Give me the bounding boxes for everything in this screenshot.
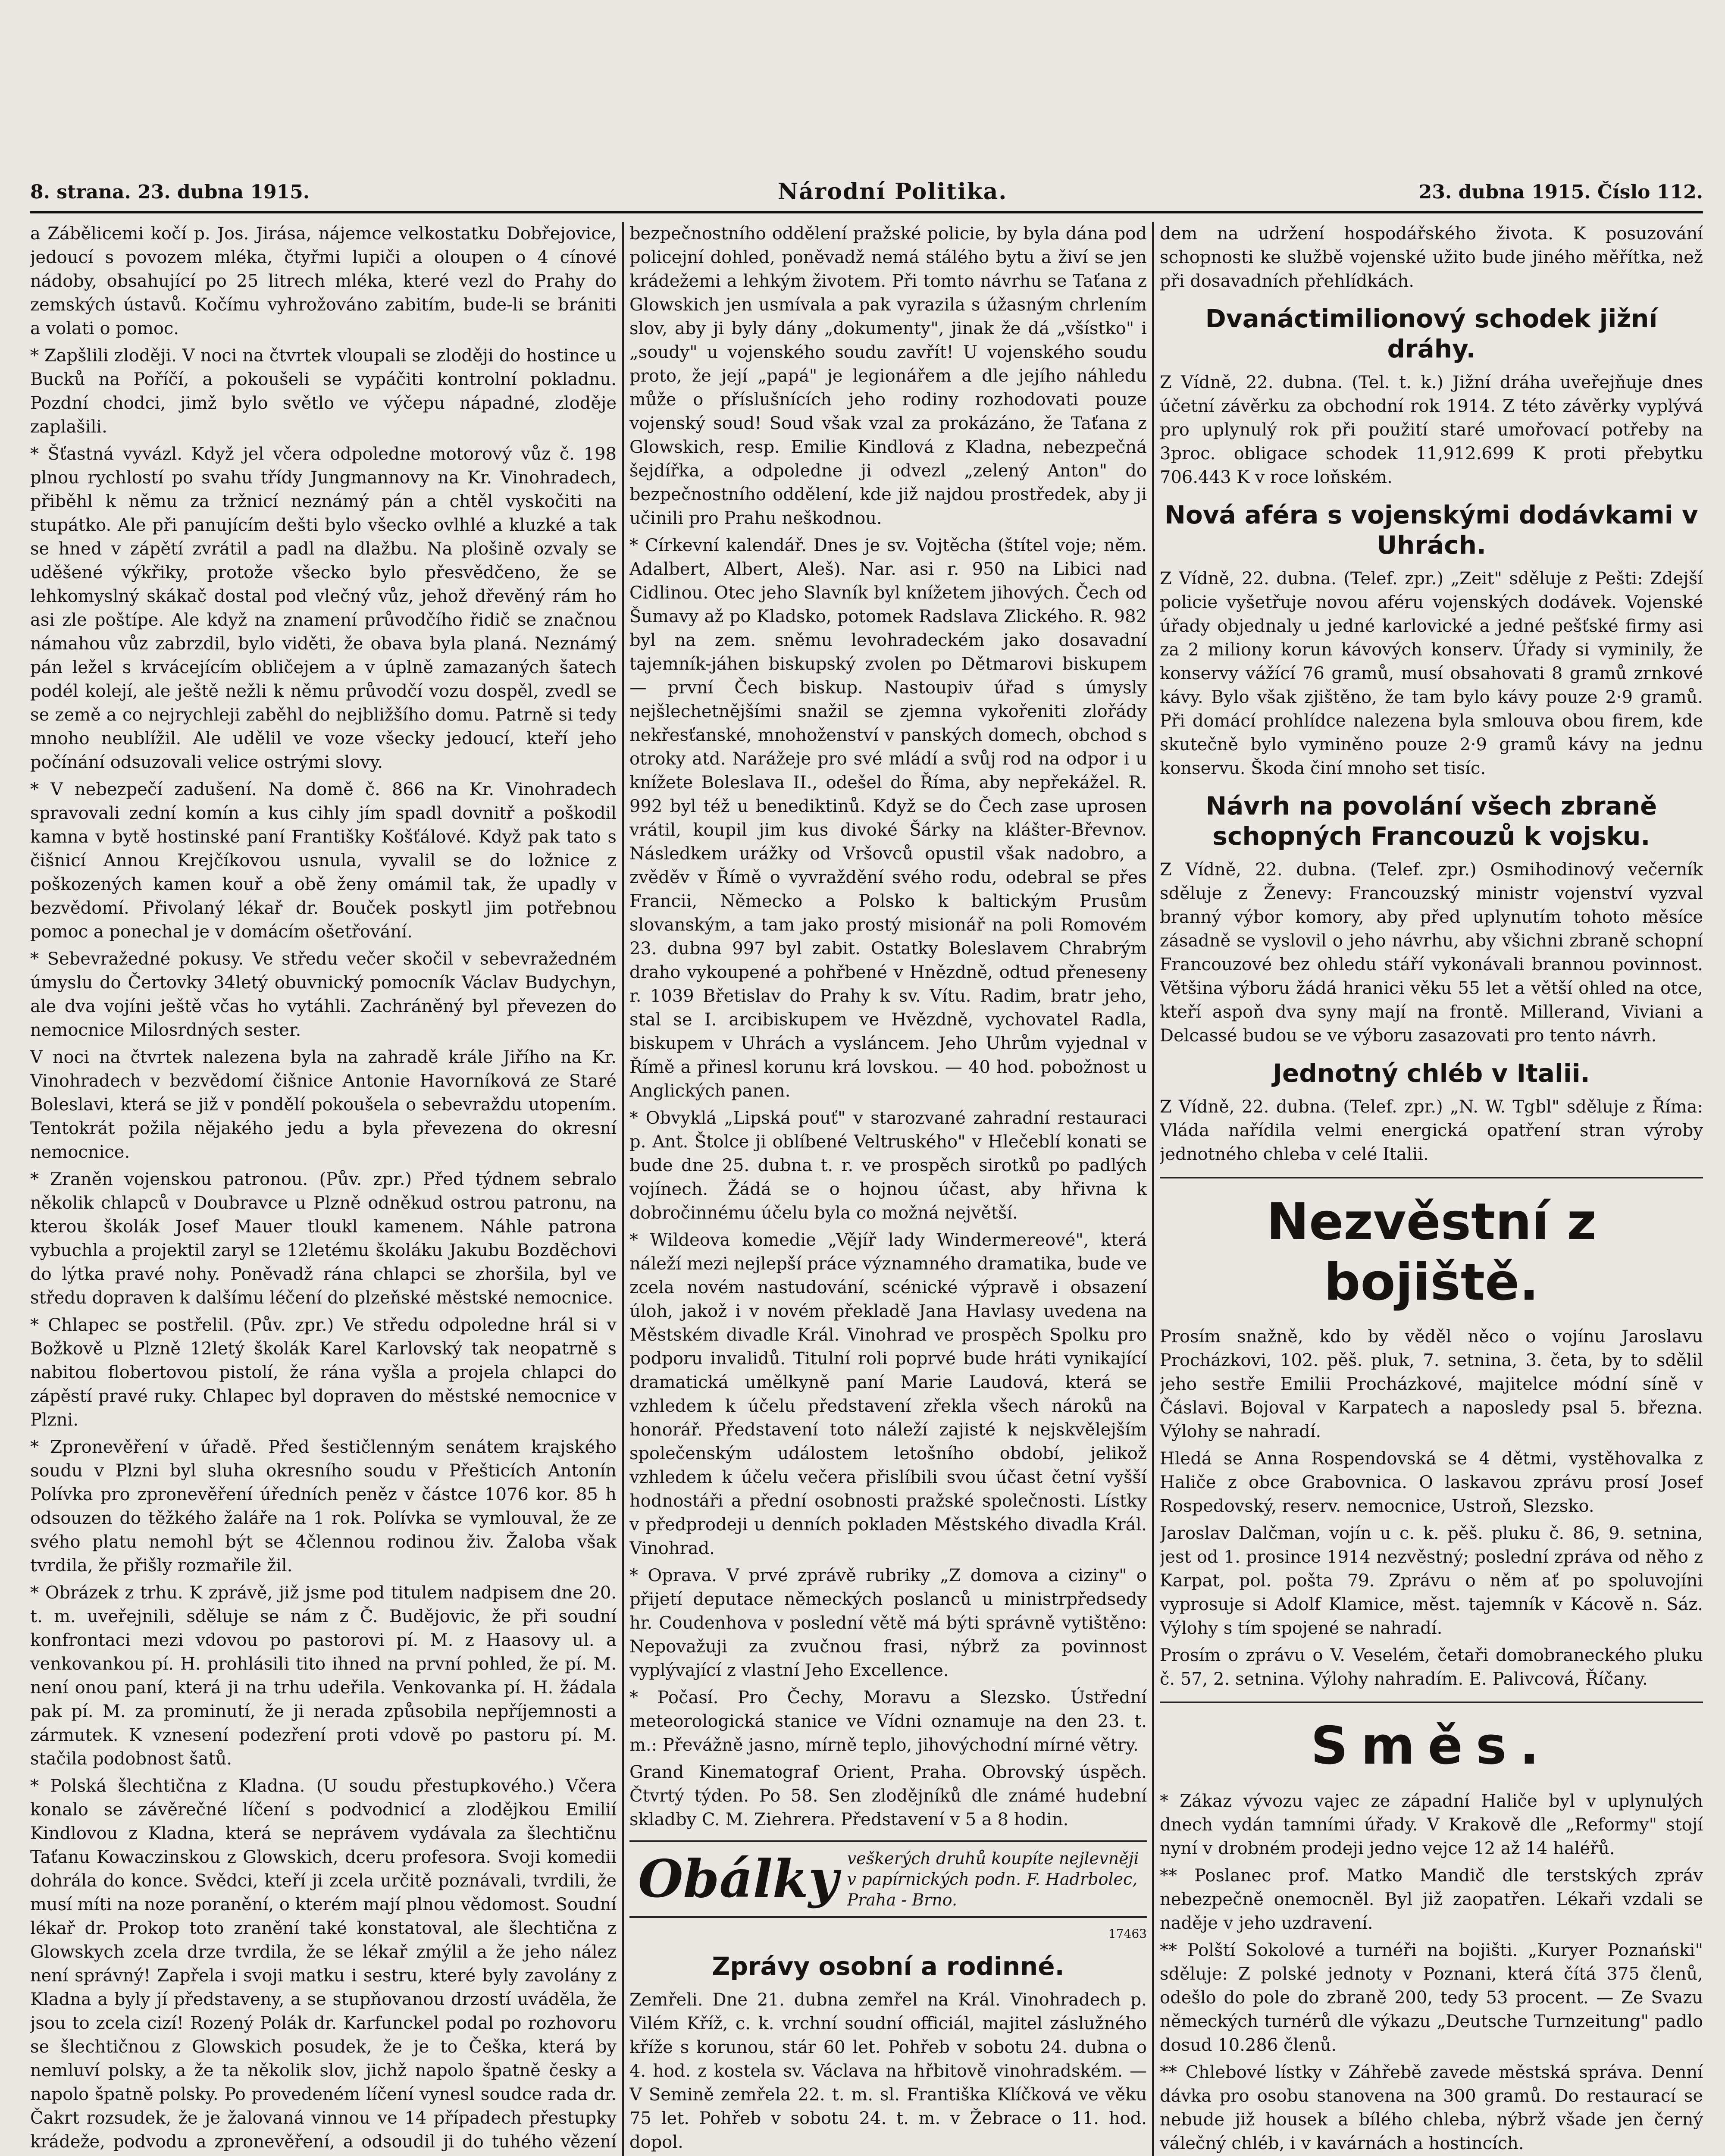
article-pocasi: * Počasí. Pro Čechy, Moravu a Slezsko. Ústřední meteorologická stanice ve Vídni oznamuje na den 23. t. m.: Převážně jasno, mírně teplo, jihovýchodní mírné větry. <box>629 1688 1147 1755</box>
headline-dvanact: Dvanáctimilionový schodek jižní dráhy. <box>1205 304 1658 364</box>
article-paragraph: bezpečnostního oddělení pražské policie, by byla dána pod policejní dohled, poněvadž nemá stálého bytu a živí se jen krádežemi a lehkým životem. Při tomto návrhu se Taťana z Glowskich jen usmívala a pak vyrazila s úžasným chrlením slov, aby ji byly dány „dokumenty", jinak že dá „všístko" i „soudy" u vojenského soudu zavřít! U vojenského soudu proto, že její „papá" je legionářem a dle jejího náhledu může o příslušnících jeho rodiny rozhodovati pouze vojenský soud! Soud však vzal za prokázáno, že Taťana z Glowskich, resp. Emilie Kindlová z Kladna, nebezpečná šejdířka, a odpoledne ji odvezl „zelený Anton" do bezpečnostního oddělení, kde již najdou prostředek, aby ji učinili pro Prahu neškodnou. <box>629 224 1147 528</box>
article-slechticna: * Polská šlechtična z Kladna. (U soudu přestupkového.) Včera konalo se závěrečné líčení s podvodnicí a zlodějkou Emilií Kindlovou z Kladna, která se neprávem vydávala za šlechtičnu Taťanu Kowaczinskou z Glowskich, dceru profesora. Svoji komedii dohrála do konce. Svědci, kteří ji zcela určitě poznávali, tvrdili, že musí míti na noze poranění, o kterém mají plnou vědomost. Soudní lékař dr. Prokop toto zranění také konstatoval, ale šlechtična z Glowskych zcela drze tvrdila, že se lékař zmýlil a že jeho nález není správný! Zapřela i svoji matku i sestru, které byly zavolány z Kladna a byly jí představeny, a se stupňovanou drzostí uváděla, že jsou to zcela cizí! Rozený Polák dr. Karfunckel podal po rozhovoru se šlechtičnou z Glowskich posudek, že je to Češka, která by nemluví polsky, a že ta několik slov, jichž napolo špatně česky a napolo špatně polsky. Po provedeném líčení vynesl soudce rada dr. Čakrt rozsudek, že je žalovaná vinnou ve 14 případech přestupky krádeže, podvodu a zpronevěření, a odsoudil ji do tuhého vězení <box>30 1776 617 2152</box>
article-komedie: * Wildeova komedie „Vějíř lady Windermereové", která náleží mezi nejlepší práce významného dramatika, bude ve zcela novém nastudování, scénické výpravě i obsazení úloh, jakož i v novém překladě Jana Havlasy uvedena na Městském divadle Král. Vinohrad ve prospěch Spolku pro podporu invalidů. Titulní roli poprvé bude hráti vynikající dramatická umělkyně paní Marie Laudová, která se vzhledem k účelu představení zřekla všech nároků na honorář. Představení toto náleží zajisté k nejskvělejším společenským událostem letošního období, jelikož vzhledem k účelu večera přislíbili svou účast četní vyšší hodnostáři a přední osobnosti pražské společnosti. Lístky v předprodeji u denních pokladen Městského divadla Král. Vinohrad. <box>629 1230 1147 1558</box>
ad-number: 17463 <box>1108 1927 1147 1941</box>
article-navrh: Z Vídně, 22. dubna. (Telef. zpr.) Osmihodinový večerník sděluje z Ženevy: Francouzský ministr vojenství vyzval branný výbor komory, aby před uplynutím tohoto měsíce zásadně se vyslovil o jeho návrhu, aby všichni zbraně schopní Francouzové bez ohledu stáří vykonávali brannou povinnost. Většina výboru žádá hranici věku 55 let a větší ohled na otce, kteří aspoň dva syny mají na frontě. Millerand, Viviani a Delcassé budou se ve výboru zasazovati pro tento návrh. <box>1160 860 1703 1046</box>
article-zemreli: Zemřeli. Dne 21. dubna zemřel na Král. Vinohradech p. Vilém Kříž, c. k. vrchní soudní officiál, majitel záslužného kříže s korunou, stár 60 let. Pohřeb v sobotu 24. dubna o 4. hod. z kostela sv. Václava na hřbitově vinohradském. — V Semině zemřela 22. t. m. sl. Františka Klíčková ve věku 75 let. Pohřeb v sobotu 24. t. m. v Žebrace o 11. hod. dopol. <box>629 1990 1147 2152</box>
article-zaduseni: * V nebezpečí zadušení. Na domě č. 866 na Kr. Vinohradech spravovali zední komín a kus cihly jím spadl dovnitř a poškodil kamna v bytě hostinské paní Františky Košťálové. Když pak tato s čišnicí Annou Krejčíkovou usnula, vyvalil se do ložnice z poškozených kamen kouř a obě ženy omámil tak, že upadly v bezvědomí. Přivolaný lékař dr. Bouček poskytl jim potřebnou pomoc a ponechal je v domácím ošetřování. <box>30 780 617 942</box>
section-heading-smes: Směs. <box>1311 1716 1552 1776</box>
article-paragraph: dem na udržení hospodářského života. K posuzování schopnosti ke službě vojenské užito bude jiného měřítka, než při dosavadních přehlídkách. <box>1160 224 1703 291</box>
article-obrazek: * Obrázek z trhu. K zprávě, již jsme pod titulem nadpisem dne 20. t. m. uveřejnili, sděluje se nám z Č. Budějovic, že při soudní konfrontaci mezi vdovou po pastorovi pí. M. z Haasovy ul. a venkovankou pí. H. prohlásili tito ihned na první pohled, že pí. M. není onou paní, která ji na trhu udeřila. Venkovanka pí. H. žádala pak pí. M. za prominutí, že ji nerada způsobila nepříjemnosti a zármutek. K vznesení podezření proti vdově po pastoru pí. M. stačila podobnost šatů. <box>30 1583 617 1769</box>
divider <box>1160 1702 1703 1703</box>
header-date-right: 23. dubna 1915. Číslo 112. <box>1418 181 1703 203</box>
article-chleb: Z Vídně, 22. dubna. (Telef. zpr.) „N. W. Tgbl" sděluje z Říma: Vláda nařídila velmi energická opatření stran výroby jednotného chleba v celé Italii. <box>1160 1097 1703 1164</box>
article-paragraph: a Zábělicemi kočí p. Jos. Jirása, nájemce velkostatku Dobřejovice, jedoucí s povozem mléka, čtyřmi lupiči a oloupen o 4 cínové nádoby, obsahující po 25 litrech mléka, které vezl do Prahy do zemských ústavů. Kočímu vyhrožováno zabitím, bude-li se brániti a volati o pomoc. <box>30 224 617 338</box>
notice-rospendovska: Hledá se Anna Rospendovská se 4 dětmi, vystěhovalka z Haliče z obce Grabovnica. O laskavou zprávu prosí Josef Rospedovský, reserv. nemocnice, Ustroň, Slezsko. <box>1160 1449 1703 1516</box>
column-rule-1 <box>622 222 624 2156</box>
article-chlapec: * Chlapec se postřelil. (Pův. zpr.) Ve středu odpoledne hrál si v Božkově u Plzně 12letý školák Karel Karlovský tak neopatrně s nabitou flobertovou pistolí, že rána vyšla a projela chlapci do zápěstí pravé ruky. Chlapec byl dopraven do městské nemocnice v Plzni. <box>30 1315 617 1430</box>
article-dvanact: Z Vídně, 22. dubna. (Tel. t. k.) Jižní dráha uveřejňuje dnes účetní závěrku za obchodní rok 1914. Z této závěrky vyplývá pro uplynulý rok při použití staré umořovací potřeby na 3proc. obligace schodek 11,912.699 K proti přebytku 706.443 K v roce loňském. <box>1160 373 1703 487</box>
article-zlodeji: * Zapšlili zloději. V noci na čtvrtek vloupali se zloději do hostince u Bucků na Poříčí, a pokoušeli se vypáčiti kontrolní pokladnu. Pozdní chodci, jimž bylo světlo ve výčepu nápadné, zloděje zaplašili. <box>30 346 617 437</box>
headline-chleb: Jednotný chléb v Italii. <box>1273 1059 1590 1088</box>
masthead-title: Národní Politika. <box>777 179 1008 205</box>
ad-text: veškerých druhů koupíte nejlevněji v papírnických podn. F. Hadrbolec, Praha - Brno. <box>847 1849 1139 1909</box>
article-sokolove: ** Polští Sokolové a turnéři na bojišti. „Kuryer Poznański" sděluje: Z polské jednoty v Poznani, která čítá 375 členů, odešlo do pole do zbraně 200, tedy 53 procent. — Ze Svazu německých turnérů dle výkazu „Deutsche Turnzeitung" padlo dosud 10.286 členů. <box>1160 1940 1703 2055</box>
headline-navrh: Návrh na povolání všech zbraně schopných Francouzů k vojsku. <box>1205 791 1657 851</box>
article-vajec: * Zákaz vývozu vajec ze západní Haliče byl v uplynulých dnech vydán tamními úřady. V Krakově dle „Reformy" stojí nyní v drobném prodeji jedno vejce 12 až 14 haléřů. <box>1160 1791 1703 1858</box>
page-header <box>30 181 1703 213</box>
notice-prochazka: Prosím snažně, kdo by věděl něco o vojínu Jaroslavu Procházkovi, 102. pěš. pluk, 7. setnina, 3. četa, by to sdělil jeho sestře Emilii Procházkové, majitelce módní síně v Čáslavi. Bojoval v Karpatech a naposledy psal 5. března. Výlohy se nahradí. <box>1160 1327 1703 1442</box>
article-paragraph: V noci na čtvrtek nalezena byla na zahradě krále Jiřího na Kr. Vinohradech v bezvědomí čišnice Antonie Havorníková ze Staré Boleslavi, která se již v pondělí pokoušela o sebevraždu utopením. Tentokrát požila nějakého jedu a byla převezena do okresní nemocnice. <box>30 1047 617 1162</box>
article-vyvazl: * Šťastná vyvázl. Když jel včera odpoledne motorový vůz č. 198 plnou rychlostí po svahu třídy Jungmannovy na Kr. Vinohradech, přiběhl k němu za tržnicí neznámý pán a chtěl vyskočiti na stupátko. Ale při panujícím dešti bylo všecko ovlhlé a kluzké a tak se hned v zápětí zvrátil a padl na dlažbu. Na plošině ozvaly se uděšené výkřiky, protože všecko bylo přesvědčeno, že se lehkomyslný skákač dostal pod vlečný vůz, jehož dřevěný rám ho asi zle poštípe. Ale když na znamení průvodčího řidič se značnou námahou vůz zabrzdil, bylo viděti, že obava byla planá. Neznámý pán ležel s krvácejícím obličejem a v úplně zamazaných šatech podél kolejí, ale ještě nežli k němu průvodčí vozu dospěl, zvedl se se země a co nejrychleji zaběhl do nejbližšího domu. Patrně si tedy mnoho neublížil. Ale udělil ve voze všecky jedoucí, kteří jeho počínání odsuzovali velice ostrými slovy. <box>30 444 617 772</box>
article-pout: * Obvyklá „Lipská pouť" v starozvané zahradní restauraci p. Ant. Štolce ji oblíbené Veltruského" v Hlečeblí konati se bude dne 25. dubna t. r. ve prospěch sirotků po padlých vojínech. Žádá se o hojnou účast, aby hřivna k dobročinnému účelu byla co možná největší. <box>629 1108 1147 1223</box>
headline-afera: Nová aféra s vojenskými dodávkami v Uhrách. <box>1165 500 1698 560</box>
column-1 <box>30 222 617 2156</box>
column-2 <box>629 222 1147 2156</box>
header-date-left: 8. strana. 23. dubna 1915. <box>30 181 310 203</box>
article-kalendar: * Církevní kalendář. Dnes je sv. Vojtěcha (štítel voje; něm. Adalbert, Albert, Aleš). Nar. asi r. 950 na Libici nad Cidlinou. Otec jeho Slavník byl knížetem jihových. Čech od Šumavy až po Kladsko, potomek Radslava Zlického. R. 982 byl na zem. sněmu levohradeckém jako dosavadní tajemník-jáhen biskupský zvolen po Dětmarovi biskupem — první Čech biskup. Nastoupiv úřad s úmysly nejšlechetnějšími snažil se zjemna vykořeniti zlořády nekřesťanské, mnohoženství v panských domech, obchod s otroky atd. Narážeje pro své mládí a svůj rod na odpor i u knížete Boleslava II., odešel do Říma, aby nepřekážel. R. 992 byl též u benediktinů. Když se do Čech zase uprosen vrátil, koupil jim kus divoké Šárky na klášter-Břevnov. Následkem urážky od Vršovců opustil však nadobro, a zvěděv v Římě o vyvraždění svého rodu, odebral se přes Francii, Německo a Polsko k baltickým Prusům slovanským, a tam jako prostý misionář na poli Romovém 23. dubna 997 byl zabit. Ostatky Boleslavem Chrabrým draho vykoupené a pohřbené v Hnězdně, odtud přeneseny r. 1039 Břetislav do Prahy k sv. Vítu. Radim, bratr jeho, stal se I. arcibiskupem ve Hvězdně, vychovatel Radla, biskupem v Uhrách a vysláncem. Jeho Uhrům vyjednal v Římě a přinesl korunu krá lovskou. — 40 hod. pobožnost u Anglických panen. <box>629 536 1147 1101</box>
ad-headline: Obálky <box>638 1849 839 1909</box>
article-mandic: ** Poslanec prof. Matko Mandič dle terstských zpráv nebezpečně onemocněl. Byl již zaopatřen. Lékaři vzdali se naděje v jeho uzdravení. <box>1160 1866 1703 1933</box>
section-heading-osobni: Zprávy osobní a rodinné. <box>712 1952 1064 1981</box>
divider <box>1160 1177 1703 1178</box>
article-oprava: * Oprava. V prvé zprávě rubriky „Z domova a ciziny" o přijetí deputace německých poslanců u ministrpředsedy hr. Coudenhova v poslední větě má býti správně vytištěno: Nepovažuji za zvučnou frasi, nýbrž za povinnost vyplývající z vlastní Jeho Excellence. <box>629 1566 1147 1680</box>
notice-dalcman: Jaroslav Dalčman, vojín u c. k. pěš. pluku č. 86, 9. setnina, jest od 1. prosince 1914 nezvěstný; poslední zpráva od něho z Karpat, pol. pošta 79. Zprávu o něm ať po spoluvojíni vyprosuje si Adolf Klamice, měst. tajemník v Kácově n. Sáz. Výlohy s tím spojené se nahradí. <box>1160 1523 1703 1638</box>
column-rule-2 <box>1152 222 1154 2156</box>
article-sebevrazedne: * Sebevražedné pokusy. Ve středu večer skočil v sebevražedném úmyslu do Čertovky 34letý obuvnický pomocník Václav Budychyn, ale dva vojíni ještě včas ho vytáhli. Zachráněný byl převezen do nemocnice Milosrdných sester. <box>30 949 617 1040</box>
article-afera: Z Vídně, 22. dubna. (Telef. zpr.) „Zeit" sděluje z Pešti: Zdejší policie vyšetřuje novou aféru vojenských dodávek. Vojenské úřady objednaly u jedné karlovické a jedné pešťské firmy asi za 2 miliony korun kávových konserv. Úřady si vyminily, že konservy vážící 76 gramů, musí obsahovati 8 gramů zrnkové kávy. Bylo však zjištěno, že tam bylo kávy pouze 2·9 gramů. Při domácí prohlídce nalezena byla smlouva obou firem, kde skutečně bylo vyminěno pouze 2·9 gramů kávy na jednu konservu. Škoda činí mnoho set tisíc. <box>1160 569 1703 778</box>
notice-vesely: Prosím o zprávu o V. Veselém, četaři domobraneckého pluku č. 57, 2. setnina. Výlohy nahradím. E. Palivcová, Říčany. <box>1160 1645 1703 1689</box>
advertisement-obalky <box>629 1840 1147 1918</box>
section-heading-nezvestni: Nezvěstní z bojiště. <box>1266 1192 1597 1312</box>
column-3 <box>1160 222 1703 2156</box>
article-patrona: * Zraněn vojenskou patronou. (Pův. zpr.) Před týdnem sebralo několik chlapců v Doubravce u Plzně odněkud ostrou patronu, na kterou školák Josef Mauer tloukl kamenem. Náhle patrona vybuchla a projektil zaryl se 12letému školáku Jakubu Bozděchovi do lýtka pravé nohy. Poněvadž rána chlapci se zhoršila, byl ve středu dopraven k dalšímu léčení do plzeňské městské nemocnice. <box>30 1169 617 1308</box>
article-zproneverani: * Zpronevěření v úřadě. Před šestičlenným senátem krajského soudu v Plzni byl sluha okresního soudu v Přešticích Antonín Polívka pro zpronevěření úředních peněz v částce 1076 kor. 85 h odsouzen do těžkého žaláře na 1 rok. Polívka se vymlouval, že ze svého platu nemohl být se 4člennou rodinou živ. Žaloba však tvrdila, že přišly rozmařile žil. <box>30 1437 617 1576</box>
article-kinematograf: Grand Kinematograf Orient, Praha. Obrovský úspěch. Čtvrtý týden. Po 58. Sen zlodějníků dle známé hudební skladby C. M. Ziehrera. Představení v 5 a 8 hodin. <box>629 1762 1147 1830</box>
article-listky: ** Chlebové lístky v Záhřebě zavede městská správa. Denní dávka pro osobu stanovena na 300 gramů. Do restaurací se nebude již housek a bílého chleba, nýbrž všade jen černý válečný chléb, i v kavárnách a hostincích. <box>1160 2062 1703 2153</box>
